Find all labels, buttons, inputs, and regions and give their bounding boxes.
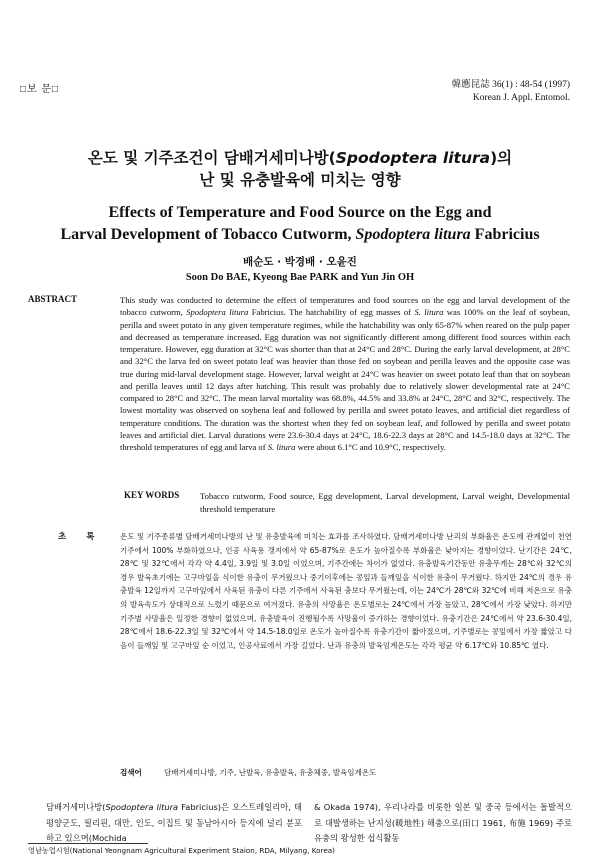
english-authors: Soon Do BAE, Kyeong Bae PARK and Yun Jin OH (185, 272, 415, 283)
affiliation-footnote: 영남농업시험(National Yeongnam Agricultural Experiment Staion, RDA, Milyang, Korea) (28, 846, 335, 855)
english-title (0, 202, 600, 246)
korean-authors: 배순도 · 박경배 · 오윤진 (243, 256, 357, 268)
citation-line-1: 韓應昆誌 36(1) : 48-54 (1997) (451, 80, 570, 90)
abstract-text: This study was conducted to determine the effect of temperatures and food sources on the egg and larval development of the tobacco cutworm, Spodoptera litura Fabricius. The hatchability of egg masses of S. litura was 100% on the leaf of soybean, perilla and sweet potato in any given temperature regimes, while the hatchability was only 65-87% when reared on the pulp paper and decreased as temperature increased. Egg duration was not significantly different among different food sources within each temperature. However, egg duration at 32°C was shorter than that at 24°C and 28°C. During the early larval development, at 28°C and 32°C the larva fed on sweet potato leaf was heavier than those fed on soybean and perilla leaves and the opposite case was true during mid-larval development stage. However, larval weight at 24°C was heavier on sweet potato leaf than that on soybean and perilla leaves until 12 days after hatching. This result was probably due to relatively slower developmental rate at 24°C compared to 28°C and 32°C. The mean larval mortality was 68.8%, 44.5% and 33.8% at 24°C, 28°C and 32°C, respectively. The lowest mortality was observed on soybena leaf and followed by perilla and sweet potato leaves, and artificial diet regardless of temperature conditions. The duration was the shortest when they fed on soybean leaf, and followed by perilla and sweet potato leaves and artificial diet. Larval durations were 23.6-30.4 days at 24°C, 18.6-22.3 days at 28°C and 14.5-18.0 days at 32°C. The threshold temperatures of egg and larva of S. litura were about 6.1°C and 10.9°C, respectively. (120, 295, 571, 452)
body-text-left-column: 담배거세미나방(Spodoptera litura Fabricius)은 오스트레일리아, 태평양군도, 필리핀, 대만, 인도, 이집트 및 동남아시아 등지에 널리 분포하고 있으며(Mochida (46, 802, 302, 843)
english-title-line-1: Effects of Temperature and Food Source on the Egg and (108, 204, 492, 221)
keywords-text: Tobacco cutworm, Food source, Egg development, Larval development, Larval weight, Developmental threshold temperature (200, 491, 570, 514)
korean-keywords-label: 검색어 (120, 768, 142, 777)
korean-title-line-2: 난 및 유충발육에 미치는 영향 (199, 171, 401, 189)
korean-title-line-1: 온도 및 기주조건이 담배거세미나방(Spodoptera litura)의 (87, 149, 513, 167)
journal-citation (452, 79, 570, 105)
english-title-line-2: Larval Development of Tobacco Cutworm, Spodoptera litura Fabricius (60, 226, 540, 243)
korean-abstract-label: 초록 (58, 532, 115, 542)
article-type-label: □보 문□ (20, 84, 59, 95)
citation-line-2: Korean J. Appl. Entomol. (472, 93, 570, 103)
korean-title (0, 147, 600, 191)
korean-keywords-text: 담배거세미나방, 기주, 난발육, 유충발육, 유충체중, 발육임계온도 (164, 768, 377, 777)
body-text-right-column: & Okada 1974), 우리나라를 비롯한 일본 및 중국 등에서는 돌발적으로 대발생하는 난지성(暖地性) 해충으로(田口 1961, 布施 1969) 주로 유충의 왕성한 섭식활동 (314, 802, 572, 843)
keywords-label: KEY WORDS (124, 490, 180, 500)
korean-abstract-text: 온도 및 기주종류별 담배거세미나방의 난 및 유충발육에 미치는 효과를 조사하였다. 담배거세미나방 난괴의 부화율은 온도에 관계없이 천연기주에서 100% 부화하였으나, 인공 사육용 갱지에서 약 65-87%로 온도가 높아질수록 부화율은 낮아지는 경향이었다. 난기간은 24℃, 28℃ 및 32℃에서 각각 약 4.4일, 3.9일 및 3.0일 이었으며, 기주간에는 차이가 없었다. 유충발육기간동안 유충무게는 28℃와 32℃의 경우 발육초기에는 고구마잎을 식이한 유충이 무거웠으나 중기이후에는 콩잎과 들깨잎을 식이한 유충이 무거웠다. 하지만 24℃의 경우 유충발육 12일까지 고구마잎에서 사육된 유충이 다른 기주에서 사육된 충보다 무거웠는데, 이는 24℃가 28℃와 32℃에 비해 저온으로 유충의 발육속도가 상대적으로 느렸기 때문으로 여겨졌다. 유충의 사망율은 온도별로는 24℃에서 가장 높았고, 28℃에서 가장 낮았다. 하지만 기주별 사망율은 일정한 경향이 없었으며, 유충발육이 진행될수록 사망율이 증가하는 경향이었다. 유충기간은 24℃에서 약 23.6-30.4일, 28℃에서 18.6-22.3일 및 32℃에서 약 14.5-18.0일로 온도가 높아질수록 유충기간이 짧아졌으며, 기주별로는 콩잎에서 가장 짧았고 다음이 들깨잎 및 고구마잎 순 이었고, 인공사료에서 가장 길었다. 난과 유충의 발육임계온도는 각각 평균 약 6.17℃와 10.85℃ 였다. (120, 532, 572, 650)
abstract-label: ABSTRACT (28, 294, 78, 304)
footnote-divider (28, 843, 148, 844)
